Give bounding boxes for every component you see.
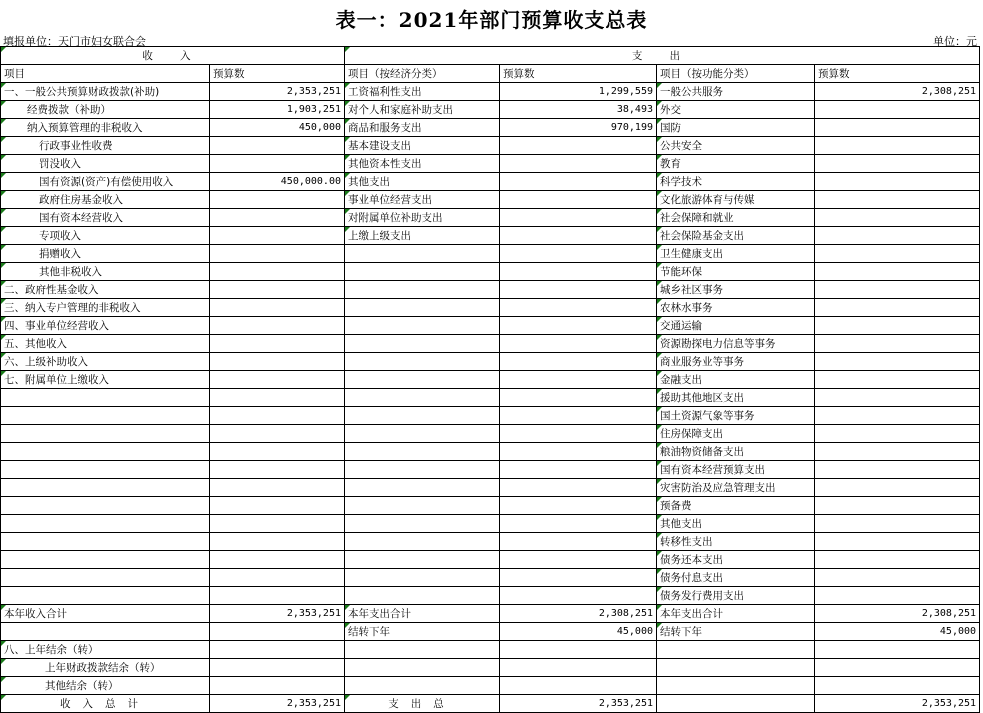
econ-item-cell [345, 677, 500, 695]
econ-budget-cell [500, 353, 657, 371]
func-item-cell: 转移性支出 [657, 533, 815, 551]
econ-item-cell [345, 641, 500, 659]
func-budget-cell [815, 227, 980, 245]
income-item-cell: 六、上级补助收入 [1, 353, 210, 371]
income-item-cell: 国有资源(资产)有偿使用收入 [1, 173, 210, 191]
econ-budget-cell [500, 425, 657, 443]
income-budget-cell [210, 515, 345, 533]
econ-budget-cell [500, 677, 657, 695]
func-budget-cell [815, 101, 980, 119]
econ-budget-cell [500, 371, 657, 389]
func-item-cell: 交通运输 [657, 317, 815, 335]
econ-budget-cell: 970,199 [500, 119, 657, 137]
table-row [1, 425, 980, 443]
func-item-cell: 资源勘探电力信息等事务 [657, 335, 815, 353]
econ-item-cell: 本年支出合计 [345, 605, 500, 623]
table-row [1, 191, 980, 209]
func-budget-cell [815, 245, 980, 263]
econ-item-cell: 对个人和家庭补助支出 [345, 101, 500, 119]
income-budget-cell: 2,353,251 [210, 605, 345, 623]
income-item-cell: 收入总计 [1, 695, 210, 713]
econ-budget-cell [500, 551, 657, 569]
income-item-cell [1, 443, 210, 461]
econ-budget-cell [500, 299, 657, 317]
econ-item-cell: 对附属单位补助支出 [345, 209, 500, 227]
func-budget-cell [815, 299, 980, 317]
econ-budget-cell [500, 317, 657, 335]
table-row [1, 281, 980, 299]
econ-budget-cell [500, 173, 657, 191]
income-budget-cell [210, 623, 345, 641]
func-item-cell: 外交 [657, 101, 815, 119]
econ-budget-cell [500, 659, 657, 677]
income-item-cell: 五、其他收入 [1, 335, 210, 353]
func-item-cell: 社会保险基金支出 [657, 227, 815, 245]
income-item-cell [1, 515, 210, 533]
func-item-cell: 国防 [657, 119, 815, 137]
table-row [1, 605, 980, 623]
table-row [1, 209, 980, 227]
func-budget-cell [815, 209, 980, 227]
func-item-cell: 结转下年 [657, 623, 815, 641]
func-item-cell: 债务还本支出 [657, 551, 815, 569]
expense-header: 支 出 [345, 47, 980, 65]
econ-item-cell [345, 479, 500, 497]
income-budget-cell [210, 353, 345, 371]
income-budget-cell: 2,353,251 [210, 695, 345, 713]
func-budget-cell [815, 173, 980, 191]
func-budget-cell [815, 443, 980, 461]
income-budget-cell: 450,000 [210, 119, 345, 137]
income-item-cell [1, 623, 210, 641]
income-budget-cell: 450,000.00 [210, 173, 345, 191]
func-budget-cell [815, 155, 980, 173]
table-row [1, 101, 980, 119]
table-row [1, 353, 980, 371]
func-item-cell [657, 677, 815, 695]
func-item-cell [657, 659, 815, 677]
func-item-cell: 债务发行费用支出 [657, 587, 815, 605]
func-item-cell: 卫生健康支出 [657, 245, 815, 263]
econ-budget-cell [500, 281, 657, 299]
budget-table [0, 46, 980, 713]
econ-budget-cell [500, 389, 657, 407]
income-item-cell [1, 461, 210, 479]
func-budget-cell: 45,000 [815, 623, 980, 641]
col-header-func: 项目（按功能分类） [657, 65, 815, 83]
func-budget-cell [815, 137, 980, 155]
income-budget-cell: 1,903,251 [210, 101, 345, 119]
table-row [1, 695, 980, 713]
income-budget-cell [210, 407, 345, 425]
func-item-cell: 其他支出 [657, 515, 815, 533]
econ-item-cell [345, 587, 500, 605]
econ-item-cell [345, 263, 500, 281]
income-item-cell: 四、事业单位经营收入 [1, 317, 210, 335]
table-row [1, 263, 980, 281]
table-row [1, 515, 980, 533]
econ-budget-cell [500, 515, 657, 533]
table-row [1, 587, 980, 605]
func-budget-cell [815, 335, 980, 353]
func-item-cell: 粮油物资储备支出 [657, 443, 815, 461]
income-budget-cell [210, 497, 345, 515]
income-budget-cell [210, 641, 345, 659]
income-budget-cell [210, 677, 345, 695]
econ-budget-cell [500, 155, 657, 173]
col-header-budget2: 预算数 [500, 65, 657, 83]
table-row [1, 155, 980, 173]
func-budget-cell [815, 353, 980, 371]
func-budget-cell [815, 371, 980, 389]
func-item-cell: 城乡社区事务 [657, 281, 815, 299]
func-budget-cell [815, 425, 980, 443]
income-budget-cell [210, 587, 345, 605]
income-budget-cell [210, 443, 345, 461]
func-budget-cell [815, 461, 980, 479]
table-row [1, 335, 980, 353]
income-item-cell: 七、附属单位上缴收入 [1, 371, 210, 389]
income-item-cell [1, 569, 210, 587]
func-budget-cell [815, 263, 980, 281]
table-row [1, 659, 980, 677]
econ-item-cell [345, 569, 500, 587]
func-item-cell: 社会保障和就业 [657, 209, 815, 227]
func-item-cell: 预备费 [657, 497, 815, 515]
func-budget-cell [815, 479, 980, 497]
func-budget-cell: 2,353,251 [815, 695, 980, 713]
column-header-row [1, 65, 980, 83]
income-item-cell: 上年财政拨款结余（转） [1, 659, 210, 677]
econ-budget-cell [500, 479, 657, 497]
econ-item-cell [345, 533, 500, 551]
econ-item-cell: 支出总 [345, 695, 500, 713]
func-budget-cell [815, 569, 980, 587]
econ-item-cell [345, 515, 500, 533]
func-budget-cell [815, 551, 980, 569]
econ-budget-cell: 2,353,251 [500, 695, 657, 713]
econ-item-cell: 事业单位经营支出 [345, 191, 500, 209]
income-budget-cell [210, 533, 345, 551]
func-item-cell: 商业服务业等事务 [657, 353, 815, 371]
func-item-cell: 援助其他地区支出 [657, 389, 815, 407]
income-budget-cell [210, 209, 345, 227]
income-item-cell [1, 389, 210, 407]
func-budget-cell: 2,308,251 [815, 83, 980, 101]
income-item-cell [1, 497, 210, 515]
func-item-cell: 灾害防治及应急管理支出 [657, 479, 815, 497]
income-item-cell: 一、一般公共预算财政拨款(补助) [1, 83, 210, 101]
func-item-cell: 金融支出 [657, 371, 815, 389]
econ-budget-cell [500, 497, 657, 515]
econ-item-cell [345, 281, 500, 299]
econ-budget-cell [500, 245, 657, 263]
table-row [1, 227, 980, 245]
func-item-cell [657, 695, 815, 713]
econ-item-cell [345, 461, 500, 479]
income-budget-cell [210, 191, 345, 209]
currency-unit: 单位：元 [933, 35, 977, 48]
func-item-cell: 科学技术 [657, 173, 815, 191]
income-item-cell: 经费拨款（补助） [1, 101, 210, 119]
func-item-cell: 国有资本经营预算支出 [657, 461, 815, 479]
income-budget-cell [210, 569, 345, 587]
econ-budget-cell [500, 641, 657, 659]
income-item-cell [1, 425, 210, 443]
page-title: 表一：2021年部门预算收支总表 [335, 8, 648, 32]
func-budget-cell [815, 119, 980, 137]
func-item-cell [657, 641, 815, 659]
income-item-cell: 罚没收入 [1, 155, 210, 173]
econ-item-cell [345, 335, 500, 353]
table-row [1, 623, 980, 641]
func-item-cell: 国土资源气象等事务 [657, 407, 815, 425]
econ-budget-cell: 2,308,251 [500, 605, 657, 623]
income-budget-cell [210, 659, 345, 677]
table-row [1, 551, 980, 569]
econ-budget-cell [500, 191, 657, 209]
econ-item-cell: 商品和服务支出 [345, 119, 500, 137]
table-row [1, 173, 980, 191]
econ-item-cell [345, 245, 500, 263]
income-item-cell [1, 587, 210, 605]
func-budget-cell [815, 677, 980, 695]
func-item-cell: 农林水事务 [657, 299, 815, 317]
income-item-cell [1, 551, 210, 569]
econ-item-cell: 其他支出 [345, 173, 500, 191]
income-item-cell: 本年收入合计 [1, 605, 210, 623]
func-budget-cell [815, 407, 980, 425]
income-budget-cell [210, 155, 345, 173]
econ-budget-cell [500, 533, 657, 551]
table-row [1, 371, 980, 389]
func-budget-cell [815, 659, 980, 677]
econ-budget-cell: 45,000 [500, 623, 657, 641]
econ-budget-cell [500, 227, 657, 245]
func-budget-cell: 2,308,251 [815, 605, 980, 623]
table-row [1, 461, 980, 479]
func-budget-cell [815, 191, 980, 209]
econ-budget-cell [500, 209, 657, 227]
func-item-cell: 公共安全 [657, 137, 815, 155]
econ-item-cell: 结转下年 [345, 623, 500, 641]
func-budget-cell [815, 281, 980, 299]
econ-item-cell: 上缴上级支出 [345, 227, 500, 245]
income-item-cell: 纳入预算管理的非税收入 [1, 119, 210, 137]
econ-item-cell: 工资福利性支出 [345, 83, 500, 101]
econ-item-cell [345, 389, 500, 407]
table-row [1, 497, 980, 515]
income-budget-cell [210, 227, 345, 245]
econ-budget-cell [500, 263, 657, 281]
econ-item-cell: 基本建设支出 [345, 137, 500, 155]
econ-budget-cell [500, 335, 657, 353]
income-item-cell: 其他非税收入 [1, 263, 210, 281]
income-item-cell: 国有资本经营收入 [1, 209, 210, 227]
econ-item-cell [345, 443, 500, 461]
col-header-item: 项目 [1, 65, 210, 83]
econ-budget-cell [500, 587, 657, 605]
income-budget-cell [210, 299, 345, 317]
income-header: 收 入 [1, 47, 345, 65]
table-row [1, 299, 980, 317]
table-row [1, 479, 980, 497]
econ-item-cell [345, 497, 500, 515]
income-budget-cell [210, 335, 345, 353]
income-item-cell [1, 407, 210, 425]
func-item-cell: 教育 [657, 155, 815, 173]
income-item-cell: 其他结余（转） [1, 677, 210, 695]
table-row [1, 407, 980, 425]
income-budget-cell [210, 389, 345, 407]
econ-item-cell: 其他资本性支出 [345, 155, 500, 173]
table-row [1, 533, 980, 551]
income-budget-cell [210, 371, 345, 389]
table-row [1, 137, 980, 155]
func-item-cell: 节能环保 [657, 263, 815, 281]
econ-item-cell [345, 659, 500, 677]
income-item-cell: 八、上年结余（转） [1, 641, 210, 659]
income-budget-cell [210, 479, 345, 497]
func-item-cell: 一般公共服务 [657, 83, 815, 101]
econ-budget-cell [500, 461, 657, 479]
income-item-cell [1, 533, 210, 551]
income-item-cell: 行政事业性收费 [1, 137, 210, 155]
income-budget-cell [210, 461, 345, 479]
func-item-cell: 本年支出合计 [657, 605, 815, 623]
income-item-cell [1, 479, 210, 497]
func-budget-cell [815, 533, 980, 551]
func-budget-cell [815, 497, 980, 515]
func-budget-cell [815, 641, 980, 659]
func-budget-cell [815, 317, 980, 335]
fill-unit: 填报单位：天门市妇女联合会 [3, 35, 146, 48]
table-row [1, 389, 980, 407]
econ-budget-cell [500, 569, 657, 587]
income-budget-cell [210, 551, 345, 569]
table-row [1, 83, 980, 101]
table-row [1, 245, 980, 263]
income-budget-cell [210, 245, 345, 263]
econ-item-cell [345, 425, 500, 443]
econ-budget-cell [500, 443, 657, 461]
func-budget-cell [815, 587, 980, 605]
func-item-cell: 文化旅游体育与传媒 [657, 191, 815, 209]
table-row [1, 119, 980, 137]
income-item-cell: 三、纳入专户管理的非税收入 [1, 299, 210, 317]
income-budget-cell [210, 281, 345, 299]
econ-budget-cell [500, 407, 657, 425]
econ-item-cell [345, 551, 500, 569]
table-row [1, 677, 980, 695]
income-item-cell: 二、政府性基金收入 [1, 281, 210, 299]
econ-budget-cell: 1,299,559 [500, 83, 657, 101]
econ-item-cell [345, 407, 500, 425]
table-row [1, 641, 980, 659]
income-budget-cell [210, 317, 345, 335]
table-row [1, 317, 980, 335]
func-item-cell: 债务付息支出 [657, 569, 815, 587]
col-header-budget3: 预算数 [815, 65, 980, 83]
econ-budget-cell: 38,493 [500, 101, 657, 119]
income-budget-cell: 2,353,251 [210, 83, 345, 101]
table-row [1, 569, 980, 587]
func-item-cell: 住房保障支出 [657, 425, 815, 443]
econ-item-cell [345, 317, 500, 335]
econ-budget-cell [500, 137, 657, 155]
econ-item-cell [345, 353, 500, 371]
func-budget-cell [815, 389, 980, 407]
income-item-cell: 政府住房基金收入 [1, 191, 210, 209]
income-budget-cell [210, 263, 345, 281]
table-row [1, 443, 980, 461]
col-header-budget: 预算数 [210, 65, 345, 83]
econ-item-cell [345, 299, 500, 317]
econ-item-cell [345, 371, 500, 389]
income-budget-cell [210, 137, 345, 155]
income-budget-cell [210, 425, 345, 443]
section-header-row [1, 47, 980, 65]
func-budget-cell [815, 515, 980, 533]
income-item-cell: 捐赠收入 [1, 245, 210, 263]
income-item-cell: 专项收入 [1, 227, 210, 245]
col-header-econ: 项目（按经济分类） [345, 65, 500, 83]
